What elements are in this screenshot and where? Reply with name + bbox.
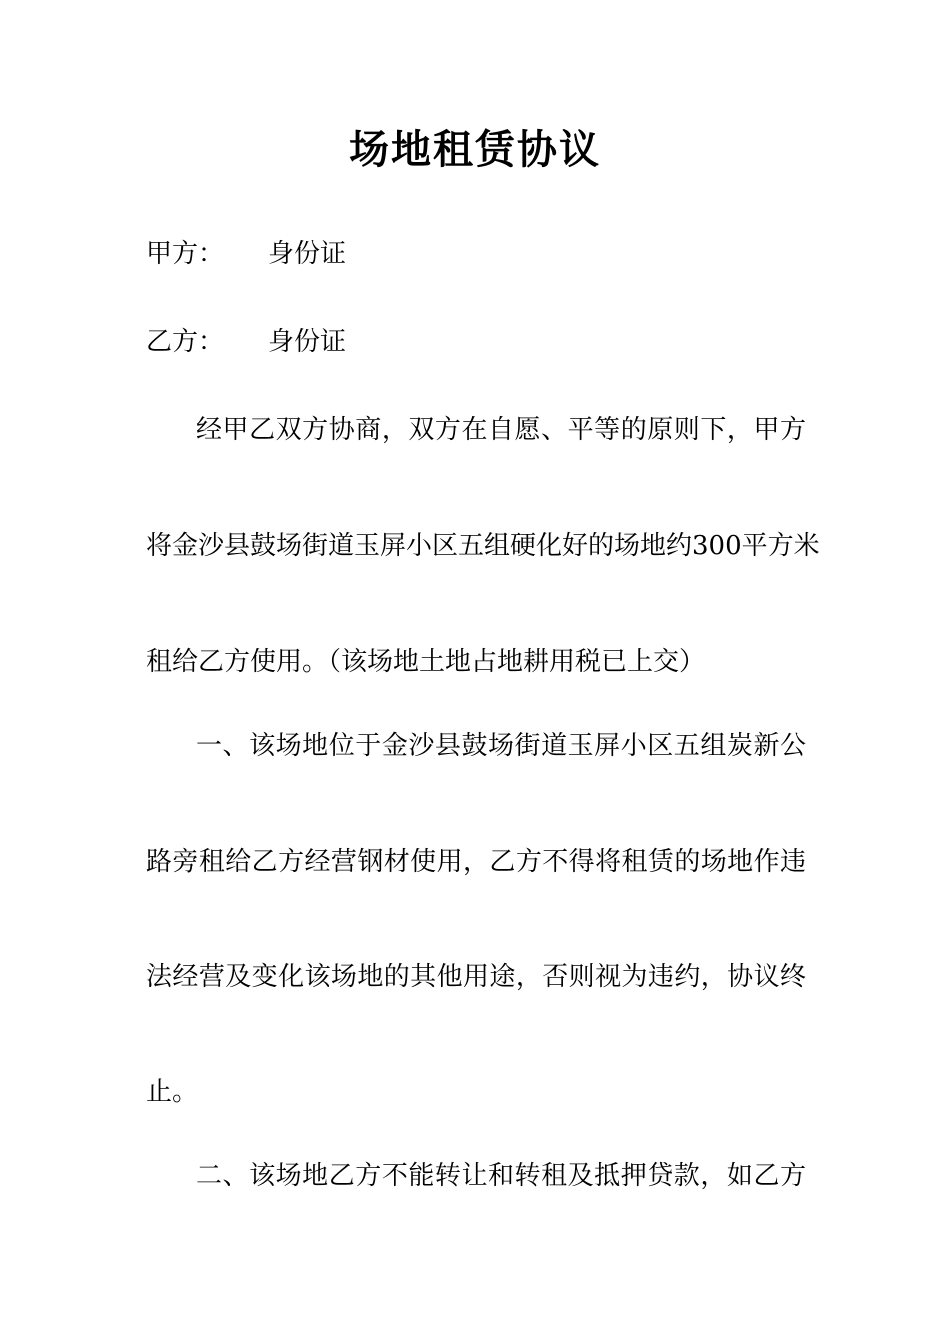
party-b-label: 乙方： [146,327,225,357]
paragraph-line: 租给乙方使用。（该场地土地占地耕用税已上交） [146,647,706,677]
party-b-id-label: 身份证 [268,327,347,357]
clause-1-line: 一、该场地位于金沙县鼓场街道玉屏小区五组炭新公 [196,731,806,761]
clause-2-line: 二、该场地乙方不能转让和转租及抵押贷款，如乙方 [196,1161,806,1191]
document-title: 场地租赁协议 [349,127,601,173]
paragraph-line: 经甲乙双方协商，双方在自愿、平等的原则下，甲方 [196,415,806,445]
party-a-label: 甲方： [146,239,225,269]
party-b-row [146,325,346,359]
party-a-id-label: 身份证 [268,239,347,269]
clause-1-line: 止。 [146,1077,199,1107]
paragraph-line: 将金沙县鼓场街道玉屏小区五组硬化好的场地约300平方米 [146,531,820,561]
clause-1-line: 法经营及变化该场地的其他用途，否则视为违约，协议终 [146,962,806,992]
party-a-row [146,237,346,271]
clause-1-line: 路旁租给乙方经营钢材使用，乙方不得将租赁的场地作违 [146,847,806,877]
